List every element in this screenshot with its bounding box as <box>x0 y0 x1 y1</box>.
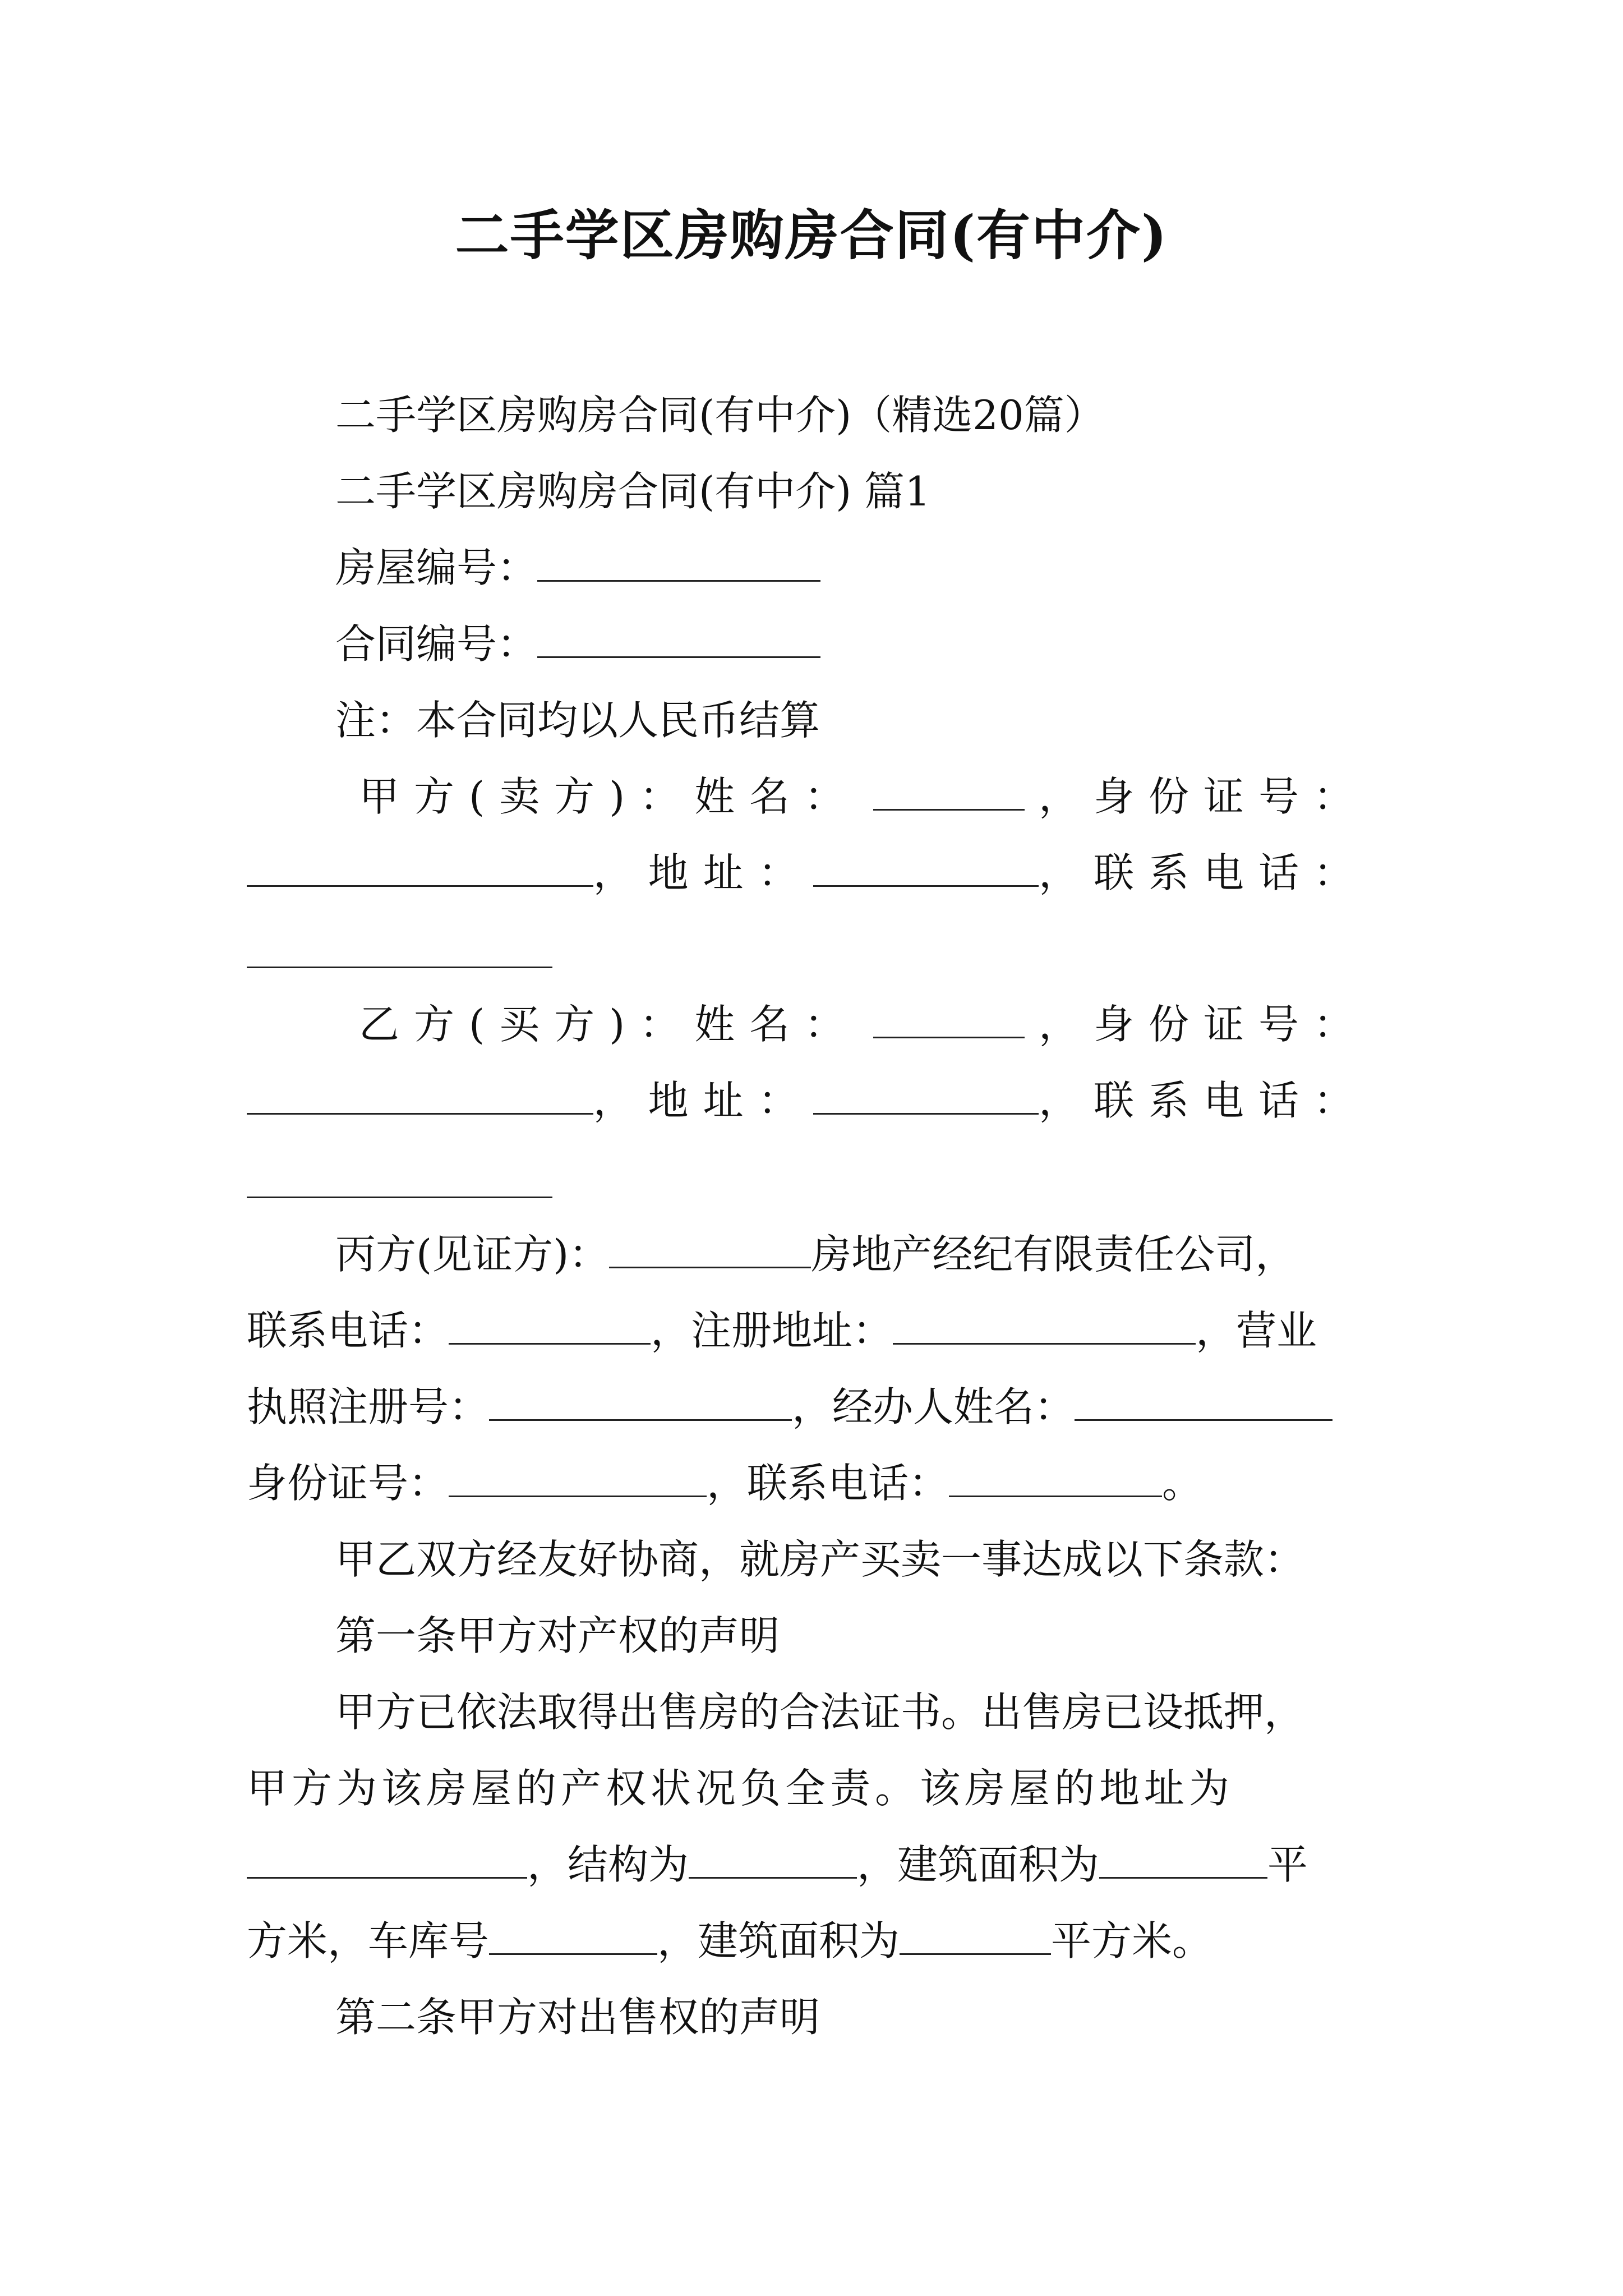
party-c-reg-address-blank <box>893 1309 1196 1345</box>
area-unit-start: 平 <box>1267 1841 1308 1888</box>
area-label: ，建筑面积为 <box>857 1841 1100 1888</box>
contract-number-label: 合同编号： <box>335 620 538 668</box>
party-a-name-blank <box>873 775 1025 811</box>
party-c-company-blank <box>609 1233 811 1268</box>
party-c-license-blank <box>489 1386 792 1421</box>
party-c-end: 。 <box>1162 1460 1203 1507</box>
article1-line3 <box>247 1837 1308 1893</box>
document-title: 二手学区房购房合同(有中介) <box>455 204 1168 267</box>
party-a-id-blank <box>247 852 593 887</box>
party-b-line1 <box>359 996 1368 1052</box>
party-a-address-blank <box>813 852 1039 887</box>
party-c-line1 <box>335 1226 1295 1282</box>
structure-label: ，结构为 <box>527 1841 689 1888</box>
party-c-agent-label: ，经办人姓名： <box>792 1383 1075 1430</box>
article1-line1: 甲方已依法取得出售房的合法证书。出售房已设抵押， <box>335 1688 1305 1736</box>
party-b-id-blank <box>247 1079 593 1115</box>
party-b-phone-blank <box>247 1195 552 1198</box>
house-number-blank <box>537 546 820 582</box>
garage-blank <box>489 1920 657 1955</box>
chapter-heading: 二手学区房购房合同(有中介) 篇1 <box>335 468 930 515</box>
house-number-field <box>335 540 820 596</box>
party-b-address-label: ，地址： <box>593 1077 813 1124</box>
article1-title: 第一条甲方对产权的声明 <box>335 1612 780 1659</box>
party-c-line2 <box>247 1303 1317 1359</box>
party-b-address-blank <box>813 1079 1039 1115</box>
party-c-line3 <box>247 1379 1332 1435</box>
party-a-phone-blank <box>247 965 552 968</box>
party-c-reg-address-label: ，注册地址： <box>651 1307 893 1354</box>
area-blank <box>1099 1843 1267 1879</box>
party-a-phone-label: ，联系电话： <box>1038 849 1368 896</box>
party-c-company-suffix: 房地产经纪有限责任公司， <box>811 1231 1296 1278</box>
party-a-address-label: ，地址： <box>593 849 813 896</box>
contract-number-field <box>335 616 820 672</box>
agreement-statement: 甲乙双方经友好协商，就房产买卖一事达成以下条款： <box>335 1536 1305 1583</box>
party-a-line2 <box>247 845 1368 901</box>
party-c-phone-label: 联系电话： <box>247 1307 449 1354</box>
party-c-id-blank <box>449 1462 707 1497</box>
subtitle: 二手学区房购房合同(有中介)（精选20篇） <box>335 392 1105 439</box>
party-b-name-blank <box>873 1003 1025 1038</box>
party-b-phone-label: ，联系电话： <box>1038 1077 1368 1124</box>
house-number-label: 房屋编号： <box>335 544 538 591</box>
party-a-line1 <box>359 769 1368 825</box>
party-c-phone2-label: ，联系电话： <box>707 1460 949 1507</box>
party-c-phone2-blank <box>949 1462 1162 1497</box>
garage-area-blank <box>900 1920 1051 1955</box>
party-c-business-label: ，营业 <box>1196 1307 1317 1354</box>
party-a-label: 甲方(卖方)：姓名： <box>359 773 860 820</box>
property-address-blank <box>247 1843 527 1879</box>
party-c-license-label: 执照注册号： <box>247 1383 490 1430</box>
party-c-line4 <box>247 1455 1202 1511</box>
party-c-phone-blank <box>449 1309 651 1345</box>
currency-note: 注：本合同均以人民币结算 <box>335 697 820 744</box>
party-b-id-label: ，身份证号： <box>1038 1001 1368 1048</box>
garage-area-unit: 平方米。 <box>1051 1917 1213 1964</box>
party-b-label: 乙方(买方)：姓名： <box>359 1001 860 1048</box>
party-b-line2 <box>247 1073 1368 1129</box>
party-c-agent-blank <box>1075 1386 1332 1421</box>
party-c-id-label: 身份证号： <box>247 1460 449 1507</box>
structure-blank <box>689 1843 857 1879</box>
contract-number-blank <box>537 623 820 658</box>
garage-label: 方米，车库号 <box>247 1917 490 1964</box>
article1-line4 <box>247 1913 1212 1969</box>
party-a-id-label: ，身份证号： <box>1038 773 1368 820</box>
article1-line2: 甲方为该房屋的产权状况负全责。该房屋的地址为 <box>247 1765 1234 1812</box>
party-c-label: 丙方(见证方)： <box>335 1231 610 1278</box>
article2-title: 第二条甲方对出售权的声明 <box>335 1994 820 2041</box>
garage-area-label: ，建筑面积为 <box>657 1917 900 1964</box>
